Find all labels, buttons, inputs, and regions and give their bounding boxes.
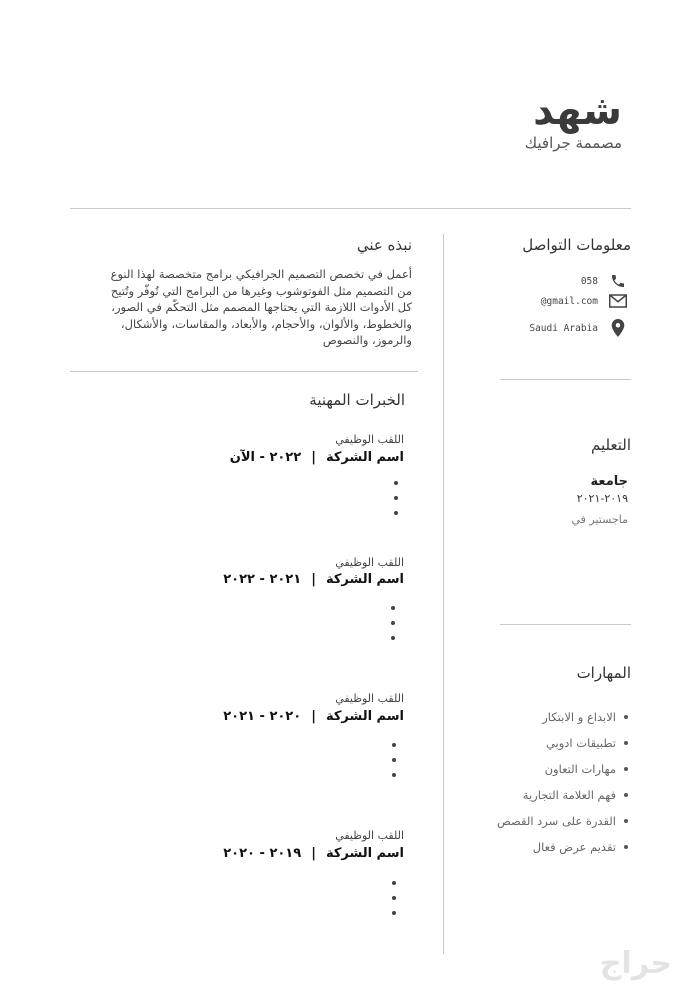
job-bullets — [392, 743, 400, 788]
education-school: جامعة — [590, 474, 628, 489]
phone-icon — [608, 273, 628, 289]
job-title: اللقب الوظيفي — [335, 433, 404, 446]
job-title: اللقب الوظيفي — [335, 556, 404, 569]
education-divider — [500, 624, 631, 625]
education-title: التعليم — [591, 436, 631, 454]
resume-name: شهد — [533, 88, 622, 134]
location-text: Saudi Arabia — [529, 322, 598, 334]
skill-item: تقديم عرض فعال — [533, 840, 628, 854]
job-bullets — [391, 606, 399, 651]
watermark-logo: حراج — [599, 946, 672, 981]
skill-item: الابداع و الابتكار — [542, 710, 628, 724]
about-divider — [70, 371, 418, 372]
contact-title: معلومات التواصل — [522, 236, 631, 254]
column-divider — [443, 234, 444, 954]
email-text: @gmail.com — [540, 295, 598, 307]
job-company-period: اسم الشركة | ٢٠٢١ - ٢٠٢٢ — [223, 572, 404, 587]
phone-text: 058 — [580, 275, 598, 287]
skills-title: المهارات — [576, 664, 631, 682]
job-title: اللقب الوظيفي — [335, 692, 404, 705]
about-text: أعمل في تخصص التصميم الجرافيكي برامج متخصصة لهذا النوع من التصميم مثل الفوتوشوب وغيرها من البرامج التي تُوفّر وتُتيح كل الأدوات اللازمة التي يحتاجها المصمم مثل التحكّم في الصور، والخطوط، والألوان، والأحجام، والأبعاد، والمقاسات، والأشكال، والرموز، والنصوص — [110, 267, 412, 347]
job-bullets — [392, 881, 400, 926]
envelope-icon — [608, 294, 628, 308]
job-company-period: اسم الشركة | ٢٠١٩ - ٢٠٢٠ — [223, 846, 404, 861]
job-bullets — [394, 481, 402, 526]
contact-location — [498, 317, 628, 339]
location-pin-icon — [608, 319, 628, 337]
job-company-period: اسم الشركة | ٢٠٢٢ - الآن — [229, 450, 404, 465]
job-company-period: اسم الشركة | ٢٠٢٠ - ٢٠٢١ — [223, 709, 404, 724]
resume-role: مصممة جرافيك — [524, 134, 622, 152]
contact-email — [498, 290, 628, 312]
header-divider — [70, 208, 631, 209]
education-years: ٢٠١٩-٢٠٢١ — [576, 492, 628, 505]
contact-divider — [500, 379, 631, 380]
job-title: اللقب الوظيفي — [335, 829, 404, 842]
skill-item: تطبيقات ادوبي — [546, 736, 628, 750]
contact-phone — [498, 270, 628, 292]
about-title: نبذه عني — [356, 236, 412, 254]
skill-item: فهم العلامة التجارية — [523, 788, 628, 802]
experience-title: الخبرات المهنية — [309, 391, 405, 409]
education-degree: ماجستير في — [571, 513, 628, 526]
skill-item: مهارات التعاون — [545, 762, 628, 776]
skill-item: القدرة على سرد القصص — [497, 814, 628, 828]
